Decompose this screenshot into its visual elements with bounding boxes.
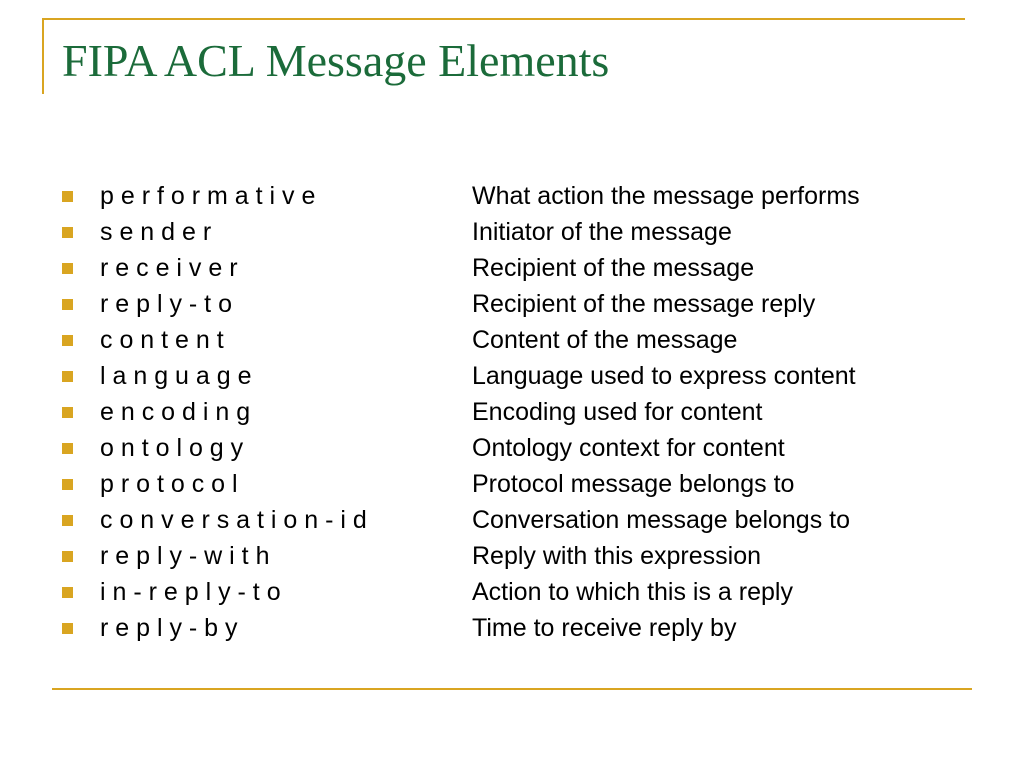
parameter-name: p e r f o r m a t i v e: [100, 181, 316, 210]
square-bullet-icon: [62, 551, 73, 562]
list-item: [62, 322, 860, 358]
list-item: [62, 430, 860, 466]
parameter-description: Conversation message belongs to: [472, 505, 851, 534]
square-bullet-icon: [62, 335, 73, 346]
parameter-name: s e n d e r: [100, 217, 212, 246]
parameter-name: o n t o l o g y: [100, 433, 244, 462]
square-bullet-icon: [62, 299, 73, 310]
square-bullet-icon: [62, 371, 73, 382]
page-title: FIPA ACL Message Elements: [62, 35, 610, 86]
parameter-name: r e p l y - w i t h: [100, 541, 270, 570]
parameter-name: r e p l y - t o: [100, 289, 232, 318]
square-bullet-icon: [62, 587, 73, 598]
list-item: [62, 610, 860, 646]
list-item: [62, 358, 860, 394]
parameter-name: i n - r e p l y - t o: [100, 577, 281, 606]
parameter-name: c o n t e n t: [100, 325, 224, 354]
list-item: [62, 178, 860, 214]
square-bullet-icon: [62, 191, 73, 202]
square-bullet-icon: [62, 479, 73, 490]
square-bullet-icon: [62, 623, 73, 634]
parameter-name: r e p l y - b y: [100, 613, 238, 642]
list-item: [62, 286, 860, 322]
parameter-name: e n c o d i n g: [100, 397, 251, 426]
list-item: [62, 538, 860, 574]
top-divider: [42, 18, 965, 20]
list-item: [62, 394, 860, 430]
parameter-description: Initiator of the message: [472, 217, 732, 246]
parameter-description: Content of the message: [472, 325, 738, 354]
list-item: [62, 250, 860, 286]
parameter-description: Language used to express content: [472, 361, 856, 390]
parameter-description: Ontology context for content: [472, 433, 785, 462]
square-bullet-icon: [62, 515, 73, 526]
list-item: [62, 466, 860, 502]
parameter-name: r e c e i v e r: [100, 253, 238, 282]
square-bullet-icon: [62, 407, 73, 418]
square-bullet-icon: [62, 443, 73, 454]
square-bullet-icon: [62, 263, 73, 274]
bottom-divider: [52, 688, 972, 690]
list-item: [62, 574, 860, 610]
parameter-description: What action the message performs: [472, 181, 860, 210]
parameter-name: p r o t o c o l: [100, 469, 238, 498]
list-item: [62, 214, 860, 250]
list-item: [62, 502, 860, 538]
parameter-description: Reply with this expression: [472, 541, 762, 570]
parameter-name: c o n v e r s a t i o n - i d: [100, 505, 367, 534]
parameter-name: l a n g u a g e: [100, 361, 252, 390]
parameter-description: Recipient of the message reply: [472, 289, 816, 318]
parameter-description: Protocol message belongs to: [472, 469, 795, 498]
message-element-list: [62, 178, 860, 646]
left-accent-bar: [42, 18, 44, 94]
parameter-description: Time to receive reply by: [472, 613, 737, 642]
parameter-description: Action to which this is a reply: [472, 577, 793, 606]
square-bullet-icon: [62, 227, 73, 238]
parameter-description: Recipient of the message: [472, 253, 755, 282]
parameter-description: Encoding used for content: [472, 397, 763, 426]
